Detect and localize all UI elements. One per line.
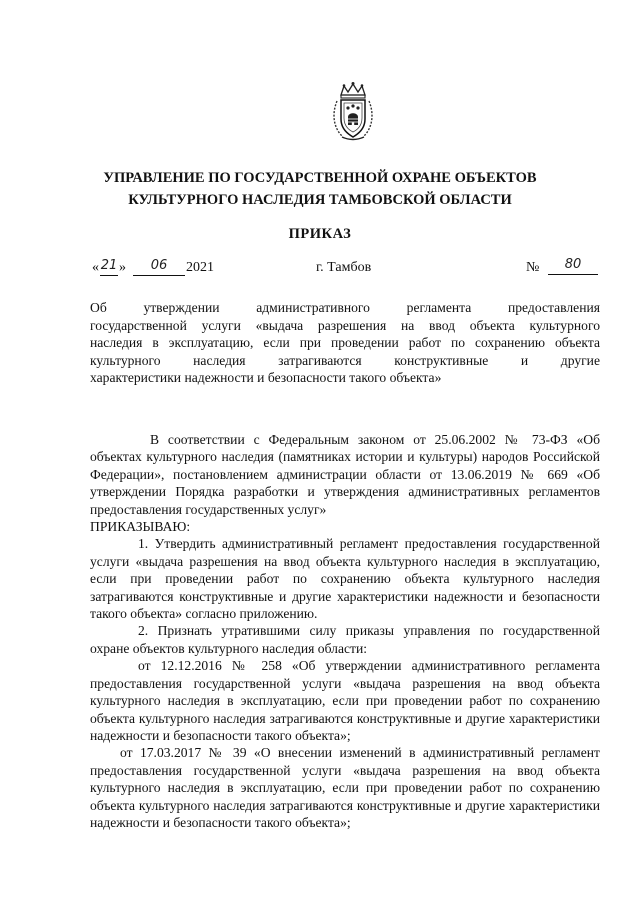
subject-line-5: характеристики надежности и безопасности такого объекта»: [90, 370, 442, 385]
subject-line-3: наследия в эксплуатацию, если при проведении работ по сохранению объекта: [90, 335, 600, 350]
city: г. Тамбов: [316, 260, 372, 275]
subject-line-1: Об утверждении административного регламента предоставления: [90, 300, 600, 315]
subject-line-4: культурного наследия затрагиваются конструктивные и другие: [90, 352, 600, 368]
org-line-2: КУЛЬТУРНОГО НАСЛЕДИЯ ТАМБОВСКОЙ ОБЛАСТИ: [128, 192, 512, 208]
order-item-1: 1. Утвердить административный регламент предоставления государственной услуги «выдача разрешения на ввод объекта культурного наследия в эксплуатацию, если при проведении работ по сохранению объекта культурного наследия затрагиваются конструктивные и другие характеристики надежности и безопасности такого объекта» согласно приложению.: [90, 536, 600, 622]
organization-name: [60, 167, 580, 211]
repealed-order-2: от 17.03.2017 № 39 «О внесении изменений в административный регламент предоставления государственной услуги «выдача разрешения на ввод объекта культурного наследия в эксплуатацию, если при проведении работ по сохранению объекта культурного наследия затрагиваются конструктивные и другие характеристики надежности и безопасности такого объекта»;: [90, 745, 600, 830]
repealed-order-1: от 12.12.2016 № 258 «Об утверждении административного регламента предоставления государственной услуги «выдача разрешения на ввод объекта культурного наследия в эксплуатацию, если при проведении работ по сохранению объекта культурного наследия затрагиваются конструктивные и другие характеристики надежности и безопасности такого объекта»;: [90, 658, 600, 743]
number-handwritten: 80: [548, 257, 598, 275]
org-line-1: УПРАВЛЕНИЕ ПО ГОСУДАРСТВЕННОЙ ОХРАНЕ ОБЪЕКТОВ: [103, 170, 537, 186]
month-handwritten: 06: [133, 258, 185, 276]
quote-open: «: [92, 260, 99, 275]
order-verb: ПРИКАЗЫВАЮ:: [90, 519, 191, 535]
order-item-2: 2. Признать утратившими силу приказы управления по государственной охране объектов культурного наследия области:: [90, 623, 600, 656]
preamble-paragraph: В соответствии с Федеральным законом от 25.06.2002 № 73-ФЗ «Об объектах культурного наследия (памятниках истории и культуры) народов Российской Федерации», постановлением администрации области от 13.06.2019 № 669 «Об утверждении Порядка разработки и утверждения административных регламентов предоставления государственных услуг»: [90, 432, 600, 517]
number-label: №: [526, 260, 540, 275]
subject-line-2: государственной услуги «выдача разрешения на ввод объекта культурного: [90, 317, 600, 333]
quote-close: »: [119, 260, 126, 275]
document-type: ПРИКАЗ: [288, 226, 352, 242]
order-subject: [90, 299, 600, 387]
day-handwritten: 21: [100, 258, 118, 276]
order-body: [90, 431, 600, 831]
coat-of-arms-icon: [328, 81, 378, 143]
year: 2021: [186, 260, 214, 275]
date-number-line: [92, 257, 600, 284]
